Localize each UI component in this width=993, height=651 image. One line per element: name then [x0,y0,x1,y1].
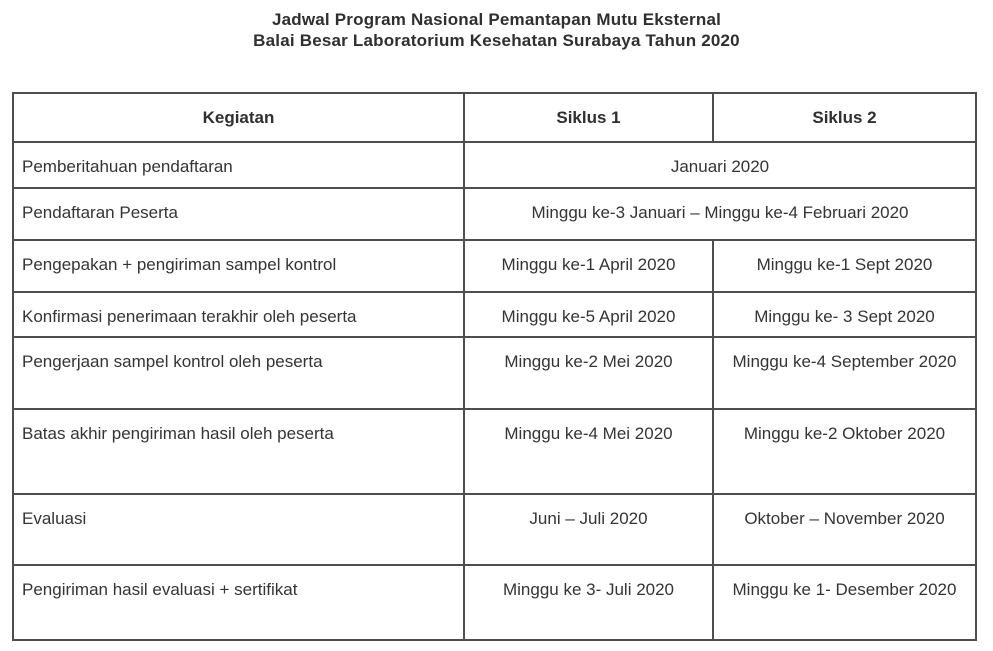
siklus1-cell: Minggu ke-5 April 2020 [464,292,713,337]
kegiatan-cell: Pengepakan + pengiriman sampel kontrol [13,240,464,292]
siklus2-cell: Oktober – November 2020 [713,494,976,565]
kegiatan-cell: Konfirmasi penerimaan terakhir oleh peserta [13,292,464,337]
siklus2-cell: Minggu ke-4 September 2020 [713,337,976,409]
header-row [13,93,976,142]
siklus2-cell: Minggu ke-2 Oktober 2020 [713,409,976,494]
siklus2-cell: Minggu ke 1- Desember 2020 [713,565,976,640]
siklus1-cell: Juni – Juli 2020 [464,494,713,565]
column-header-kegiatan: Kegiatan [13,93,464,142]
table-row [13,188,976,240]
siklus-span-cell: Minggu ke-3 Januari – Minggu ke-4 Februari 2020 [464,188,976,240]
scanned-document-page [0,9,993,651]
siklus1-cell: Minggu ke-2 Mei 2020 [464,337,713,409]
column-header-siklus2: Siklus 2 [713,93,976,142]
document-title-line1: Jadwal Program Nasional Pemantapan Mutu Eksternal [271,10,722,29]
table-row [13,240,976,292]
kegiatan-cell: Pemberitahuan pendaftaran [13,142,464,188]
schedule-table [12,92,977,641]
table-row [13,142,976,188]
kegiatan-cell: Pengiriman hasil evaluasi + sertifikat [13,565,464,640]
document-title-line2: Balai Besar Laboratorium Kesehatan Surabaya Tahun 2020 [253,31,740,50]
kegiatan-cell: Pengerjaan sampel kontrol oleh peserta [13,337,464,409]
table-row [13,565,976,640]
table-row [13,292,976,337]
table-row [13,337,976,409]
column-header-siklus1: Siklus 1 [464,93,713,142]
siklus1-cell: Minggu ke-4 Mei 2020 [464,409,713,494]
kegiatan-cell: Evaluasi [13,494,464,565]
kegiatan-cell: Batas akhir pengiriman hasil oleh peserta [13,409,464,494]
table-row [13,409,976,494]
siklus-span-cell: Januari 2020 [464,142,976,188]
siklus1-cell: Minggu ke-1 April 2020 [464,240,713,292]
table-row [13,494,976,565]
siklus1-cell: Minggu ke 3- Juli 2020 [464,565,713,640]
siklus2-cell: Minggu ke- 3 Sept 2020 [713,292,976,337]
kegiatan-cell: Pendaftaran Peserta [13,188,464,240]
siklus2-cell: Minggu ke-1 Sept 2020 [713,240,976,292]
document-title [0,9,993,51]
